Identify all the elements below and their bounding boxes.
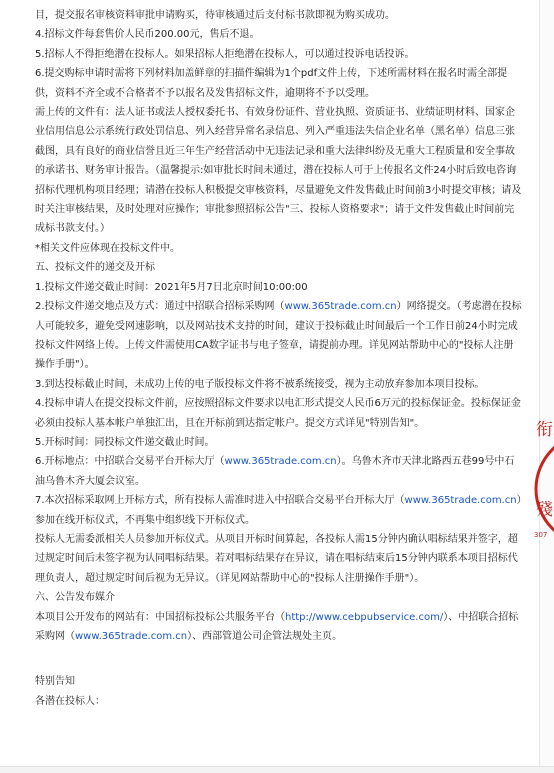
red-seal-stamp: [534, 405, 554, 573]
document-body: [35, 6, 523, 711]
paragraph-confirmation: 投标人无需委派相关人员参加开标仪式。从项目开标时间算起，各投标人需15分钟内确认唱标结果并签字，超过规定时间后未签字视为认同唱标结果。若对唱标结果存在异议，请在唱标结束后15分钟内联系本项目招标代理负责人，超过规定时间后视为无异议。（详见网站帮助中心的"投标人注册操作手册"）。: [35, 533, 518, 584]
page-bottom-edge: [0, 766, 554, 773]
text: ）。乌鲁木齐市天津北路西五巷99号中石油乌鲁木齐大厦会议室。: [35, 456, 515, 487]
section-heading-media: 六、公告发布媒介: [35, 592, 115, 604]
paragraph-deadline: 1.投标文件递交截止时间：2021年5月7日北京时间10:00:00: [35, 281, 308, 293]
link-365trade[interactable]: www.365trade.com.cn: [75, 631, 188, 642]
svg-text:307: 307: [534, 531, 548, 539]
text: ）、中招联合招标采购网（: [35, 611, 519, 642]
paragraph-late-upload: 3.到达投标截止时间，未成功上传的电子版投标文件将不被系统接受，视为主动放弃参加本项目投标。: [35, 378, 485, 390]
text: 本项目公开发布的网站有：中国招标投标公共服务平台（: [35, 611, 285, 623]
link-365trade[interactable]: www.365trade.com.cn: [224, 456, 337, 468]
svg-text:衔: 衔: [536, 420, 553, 440]
special-notice-salutation: 各潜在投标人：: [35, 695, 105, 707]
paragraph-online-opening: [35, 491, 523, 530]
link-365trade[interactable]: www.365trade.com.cn: [404, 495, 517, 507]
text: ）网络提交。（考虑潜在投标人可能较多，避免受网速影响，以及网站技术支持的时间，建议于投标截止时间最后一个工作日前24小时完成投标文件网络上传。上传文件需使用CA数字证书与电子签章，请提前办理。详见网站帮助中心的"投标人注册操作手册"）。: [35, 301, 522, 371]
special-notice-title: 特别告知: [35, 676, 75, 688]
spacer: [35, 646, 523, 672]
page-edge: [539, 0, 554, 773]
paragraph-note: *相关文件应体现在投标文件中。: [35, 242, 180, 254]
link-365trade[interactable]: www.365trade.com.cn: [284, 301, 397, 313]
text: 6.开标地点：中招联合交易平台开标大厅（: [35, 456, 225, 468]
text: ）、西部管道公司企管法规处主页。: [187, 631, 343, 642]
paragraph-opening-time: 5.开标时间：同投标文件递交截止时间。: [35, 436, 215, 448]
paragraph-deposit: 4.投标申请人在提交投标文件前，应按照招标文件要求以电汇形式提交人民币6万元的投标保证金。投标保证金必须由投标人基本帐户单独汇出，且在开标前到达指定帐户。提交方式详见"特别告知"。: [35, 398, 521, 429]
paragraph-price: 4.招标文件每套售价人民币200.00元，售后不退。: [35, 29, 260, 41]
paragraph-required-files: 需上传的文件有：法人证书或法人授权委托书、有效身份证件、营业执照、资质证书、业绩证明材料、国家企业信用信息公示系统行政处罚信息、列入经营异常名录信息、列入严重违法失信企业名单（黑名单）信息三张截图，具有良好的商业信誉且近三年生产经营活动中无违法记录和重大法律纠纷及无重大工程质量和安全事故的承诺书、财务审计报告。（温馨提示:如审批长时间未通过，潜在投标人可于上传报名文件24小时后致电咨询招标代理机构项目经理；请潜在投标人积极提交审核资料，尽量避免文件发售截止时间前3小时提交审核；请及时关注审核结果，及时处理对应操作；审批参照招标公告"三、投标人资格要求"；请于文件发售截止时间前完成标书款支付。）: [35, 107, 522, 235]
text: 7.本次招标采取网上开标方式，所有投标人需准时进入中招联合交易平台开标大厅（: [35, 495, 405, 507]
section-heading-submission: 五、投标文件的递交及开标: [35, 262, 155, 274]
paragraph-purchase-tail: 目，提交报名审核资料审批申请购买，待审核通过后支付标书款即视为购买成功。: [35, 10, 395, 21]
link-cebpubservice[interactable]: http://www.cebpubservice.com/: [285, 611, 444, 623]
paragraph-media: [35, 608, 523, 647]
paragraph-no-reject: 5.招标人不得拒绝潜在投标人。如果招标人拒绝潜在投标人，可以通过投诉电话投诉。: [35, 48, 415, 60]
paragraph-submission-method: [35, 297, 523, 375]
svg-text:殘: 殘: [536, 500, 553, 520]
text: ）参加在线开标仪式，不再集中组织线下开标仪式。: [35, 495, 522, 526]
text: 2.投标文件递交地点及方式：通过中招联合招标采购网（: [35, 301, 285, 313]
paragraph-opening-place: [35, 452, 523, 491]
paragraph-upload-requirement: 6.提交购标申请时需将下列材料加盖鲜章的扫描件编辑为1个pdf文件上传，下述所需材料在报名时需全部提供，资料不齐全或不合格者不予以报名及发售招标文件，逾期将不予以受理。: [35, 68, 508, 99]
